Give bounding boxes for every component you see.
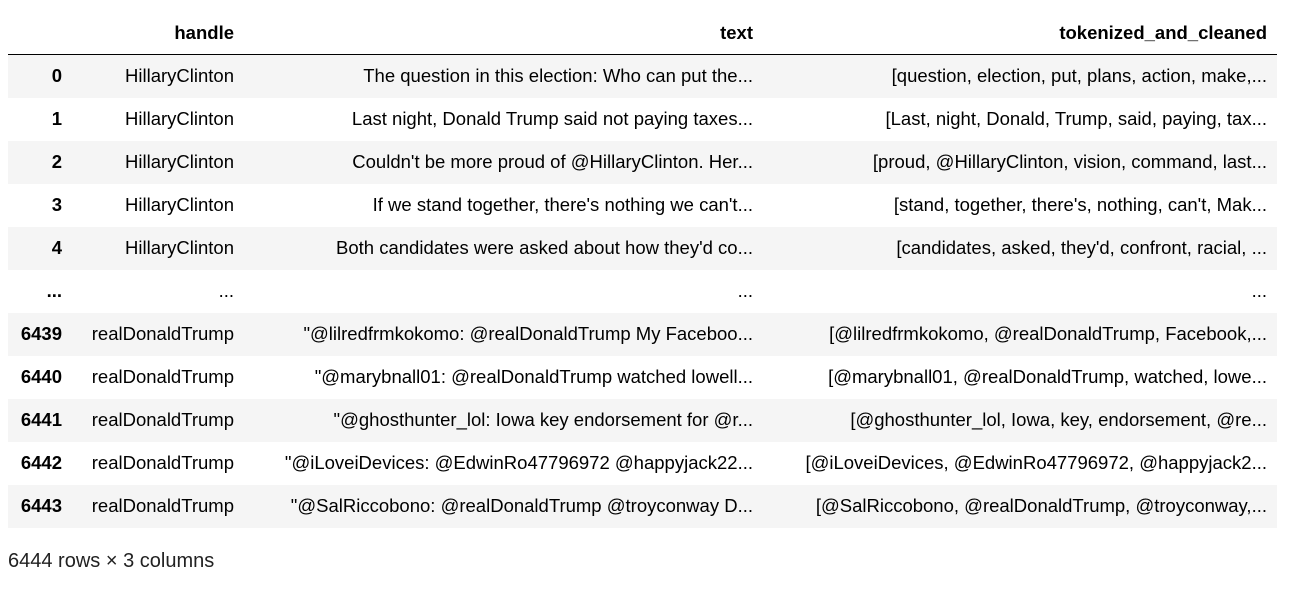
cell-tokenized: [candidates, asked, they'd, confront, racial, ... <box>896 237 1267 258</box>
row-index: 3 <box>51 194 62 215</box>
cell-tokenized: ... <box>1251 280 1267 301</box>
table-row <box>8 184 1277 227</box>
header-row <box>8 12 1277 55</box>
dataframe-table <box>8 12 1277 528</box>
cell-text: Both candidates were asked about how they'd co... <box>336 237 753 258</box>
cell-tokenized: [stand, together, there's, nothing, can't, Mak... <box>893 194 1267 215</box>
cell-text: If we stand together, there's nothing we can't... <box>372 194 753 215</box>
table-row <box>8 442 1277 485</box>
cell-tokenized: [@iLoveiDevices, @EdwinRo47796972, @happyjack2... <box>805 452 1267 473</box>
cell-tokenized: [@marybnall01, @realDonaldTrump, watched, lowe... <box>828 366 1267 387</box>
row-index: 0 <box>51 65 62 87</box>
row-index: 6442 <box>20 452 62 473</box>
cell-text: ... <box>737 280 753 301</box>
cell-text: "@lilredfrmkokomo: @realDonaldTrump My Faceboo... <box>303 323 753 344</box>
table-row <box>8 485 1277 528</box>
column-header-tokenized-and-cleaned: tokenized_and_cleaned <box>763 12 1277 55</box>
cell-text: Couldn't be more proud of @HillaryClinton. Her... <box>352 151 753 172</box>
row-index: 6440 <box>20 366 62 387</box>
cell-handle: HillaryClinton <box>125 65 234 87</box>
column-header-text: text <box>244 12 763 55</box>
cell-handle: realDonaldTrump <box>91 495 234 516</box>
table-row <box>8 399 1277 442</box>
table-row <box>8 313 1277 356</box>
cell-text: The question in this election: Who can put the... <box>363 65 753 87</box>
column-header-handle: handle <box>72 12 244 55</box>
cell-text: "@ghosthunter_lol: Iowa key endorsement for @r... <box>333 409 753 430</box>
table-row <box>8 98 1277 141</box>
cell-handle: HillaryClinton <box>125 108 234 129</box>
cell-text: "@SalRiccobono: @realDonaldTrump @troyconway D... <box>290 495 753 516</box>
cell-handle: HillaryClinton <box>125 151 234 172</box>
cell-handle: ... <box>218 280 234 301</box>
cell-tokenized: [@ghosthunter_lol, Iowa, key, endorsement, @re... <box>850 409 1267 430</box>
index-header <box>8 12 72 55</box>
dataframe-shape: 6444 rows × 3 columns <box>8 549 215 572</box>
row-index: 6441 <box>20 409 62 430</box>
cell-tokenized: [question, election, put, plans, action, make,... <box>891 65 1267 87</box>
table-row <box>8 227 1277 270</box>
cell-handle: HillaryClinton <box>125 194 234 215</box>
table-header <box>8 12 1277 55</box>
cell-handle: realDonaldTrump <box>91 409 234 430</box>
table-row <box>8 356 1277 399</box>
table-row-ellipsis <box>8 270 1277 313</box>
cell-handle: realDonaldTrump <box>91 366 234 387</box>
cell-handle: realDonaldTrump <box>91 323 234 344</box>
table-row <box>8 55 1277 98</box>
cell-text: Last night, Donald Trump said not paying taxes... <box>351 108 753 129</box>
cell-tokenized: [@lilredfrmkokomo, @realDonaldTrump, Facebook,... <box>829 323 1267 344</box>
cell-text: "@marybnall01: @realDonaldTrump watched lowell... <box>314 366 753 387</box>
cell-text: "@iLoveiDevices: @EdwinRo47796972 @happyjack22... <box>284 452 753 473</box>
table-body <box>8 55 1277 528</box>
row-index: 6439 <box>20 323 62 344</box>
table-row <box>8 141 1277 184</box>
cell-tokenized: [proud, @HillaryClinton, vision, command, last... <box>872 151 1267 172</box>
row-index: 6443 <box>20 495 62 516</box>
cell-tokenized: [Last, night, Donald, Trump, said, paying, tax... <box>885 108 1267 129</box>
cell-handle: HillaryClinton <box>125 237 234 258</box>
cell-handle: realDonaldTrump <box>91 452 234 473</box>
row-index: 1 <box>51 108 62 129</box>
row-index: 4 <box>51 237 62 258</box>
cell-tokenized: [@SalRiccobono, @realDonaldTrump, @troyconway,... <box>815 495 1267 516</box>
row-index: ... <box>46 280 62 301</box>
row-index: 2 <box>51 151 62 172</box>
